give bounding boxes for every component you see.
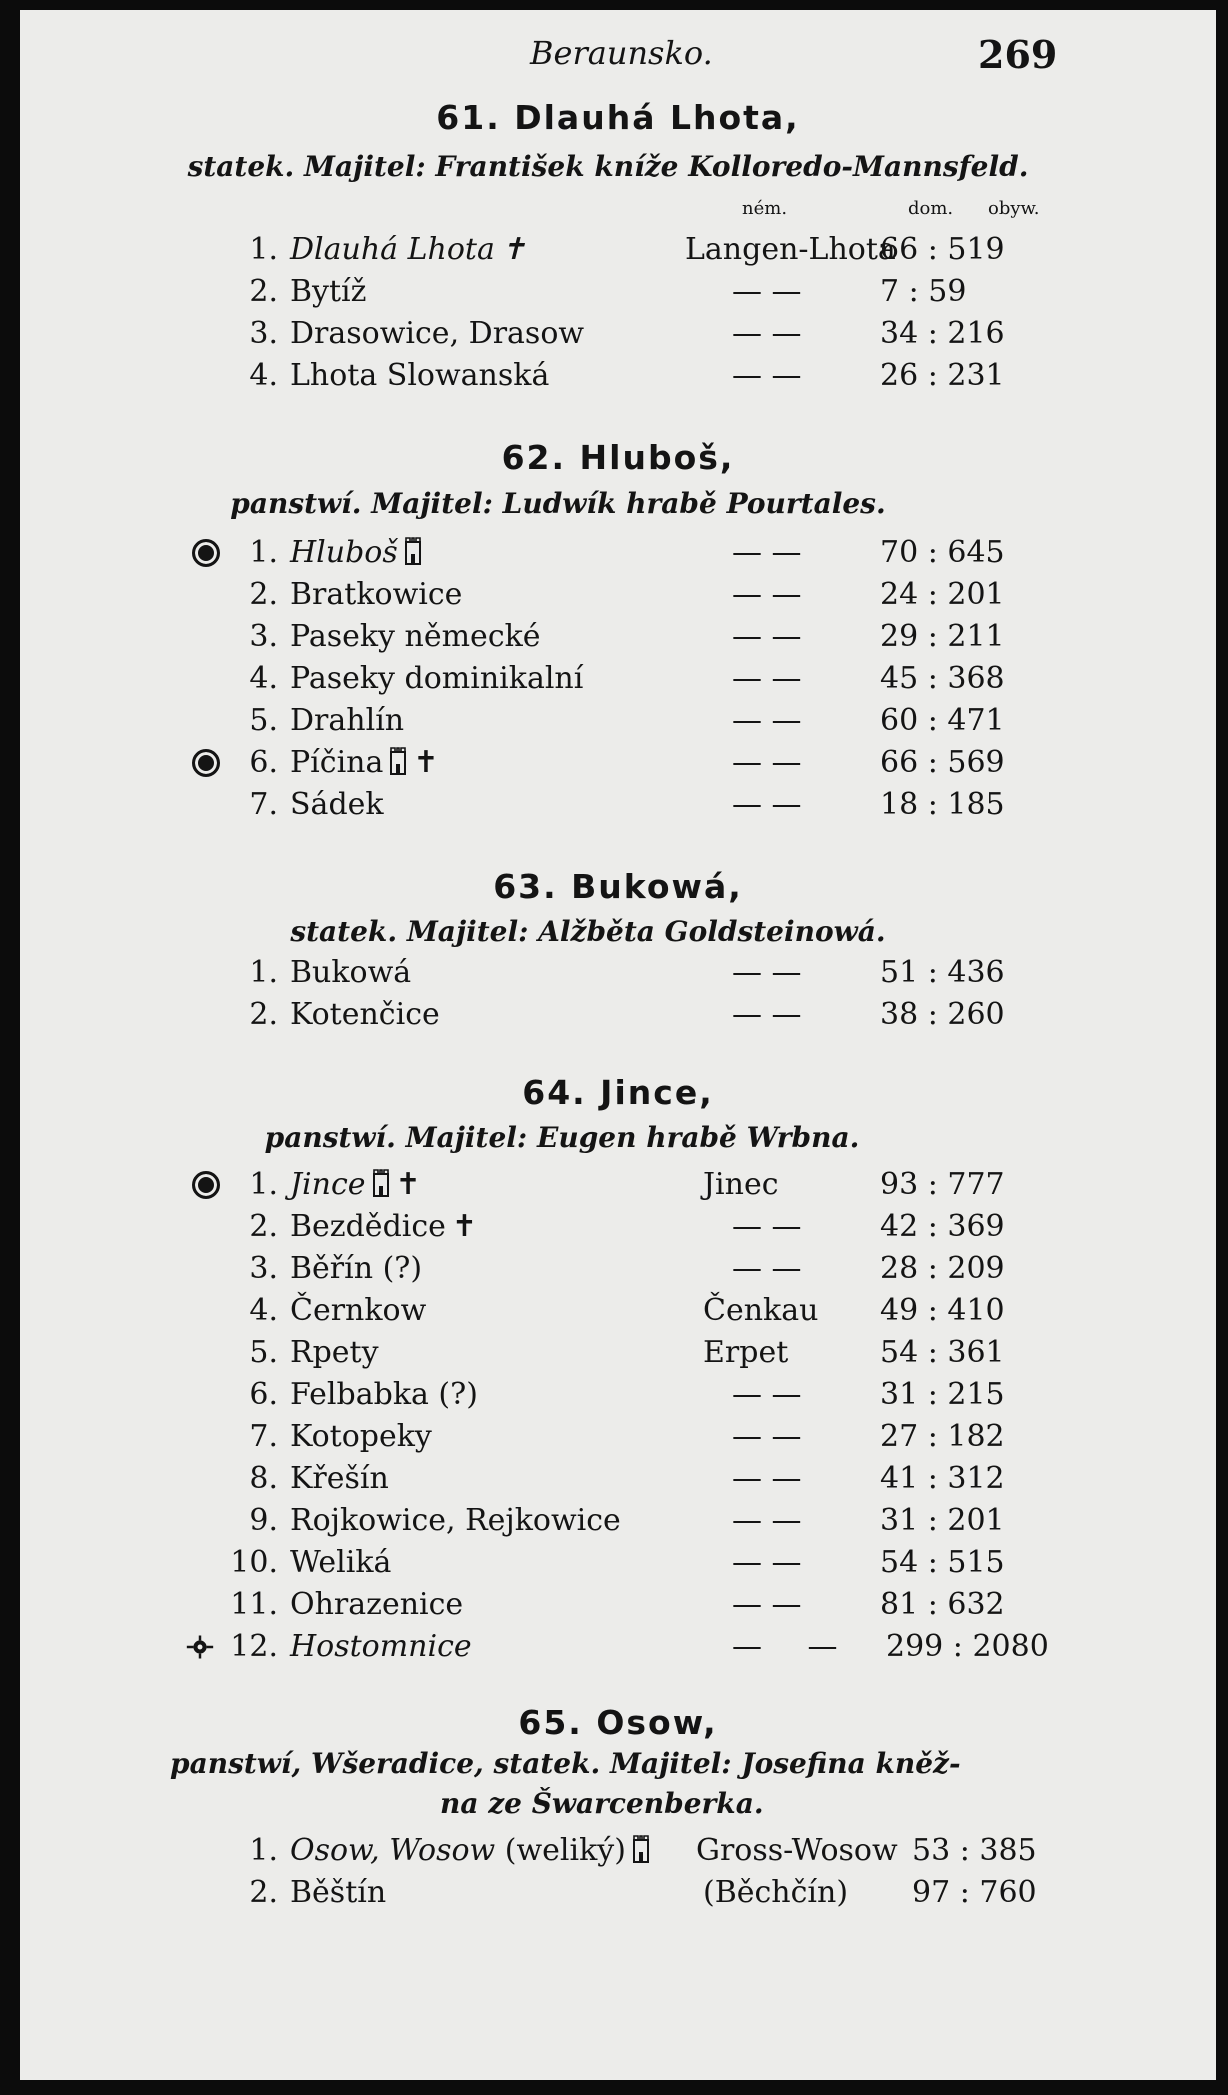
row-number: 2. bbox=[249, 577, 278, 612]
ditto-marks: — — bbox=[732, 358, 802, 393]
table-row bbox=[20, 1251, 1216, 1291]
place-name: Černkow bbox=[290, 1293, 427, 1328]
table-row bbox=[20, 955, 1216, 995]
ditto-marks: — — bbox=[732, 787, 802, 822]
castle-icon bbox=[389, 746, 407, 776]
place-name: Bratkowice bbox=[290, 577, 463, 612]
row-number: 3. bbox=[249, 1251, 278, 1286]
place-name: Běštín bbox=[290, 1875, 387, 1910]
ditto-marks: — — bbox=[732, 1503, 802, 1538]
row-number: 12. bbox=[230, 1629, 278, 1664]
table-row bbox=[20, 358, 1216, 398]
row-number: 1. bbox=[249, 232, 278, 267]
ditto-marks: — — bbox=[732, 703, 802, 738]
german-name: Langen-Lhota bbox=[685, 232, 896, 267]
section-title: 65. Osow, bbox=[518, 1703, 718, 1742]
row-number: 8. bbox=[249, 1461, 278, 1496]
column-header-houses: dom. bbox=[908, 198, 954, 219]
row-number: 10. bbox=[230, 1545, 278, 1580]
column-header-inhabitants: obyw. bbox=[988, 198, 1040, 219]
ditto-marks: — — bbox=[732, 1251, 802, 1286]
section-title: 62. Hluboš, bbox=[501, 438, 735, 477]
column-header-german: ném. bbox=[742, 198, 788, 219]
houses-inhabitants: 29 : 211 bbox=[880, 619, 1005, 654]
page-number: 269 bbox=[978, 32, 1058, 77]
castle-icon bbox=[632, 1834, 650, 1864]
ditto-marks: — — bbox=[732, 745, 802, 780]
section-title: 61. Dlauhá Lhota, bbox=[436, 98, 800, 137]
ditto-marks: — — bbox=[732, 1461, 802, 1496]
ditto-marks: — — bbox=[732, 1377, 802, 1412]
houses-inhabitants: 81 : 632 bbox=[880, 1587, 1005, 1622]
place-name-text: Osow, Wosow bbox=[290, 1833, 496, 1868]
houses-inhabitants: 51 : 436 bbox=[880, 955, 1005, 990]
place-name: Bytíž bbox=[290, 274, 367, 309]
seat-icon bbox=[192, 749, 220, 777]
houses-inhabitants: 66 : 569 bbox=[880, 745, 1005, 780]
row-number: 1. bbox=[249, 535, 278, 570]
row-number: 11. bbox=[230, 1587, 278, 1622]
german-name: Gross-Wosow bbox=[696, 1833, 898, 1868]
place-name: Běřín (?) bbox=[290, 1251, 423, 1286]
ditto-marks: — — bbox=[732, 535, 802, 570]
row-number: 4. bbox=[249, 358, 278, 393]
houses-inhabitants: 7 : 59 bbox=[880, 274, 967, 309]
houses-inhabitants: 18 : 185 bbox=[880, 787, 1005, 822]
ditto-marks: — — bbox=[732, 1419, 802, 1454]
table-row bbox=[20, 1167, 1216, 1207]
seat-icon bbox=[192, 1171, 220, 1199]
row-number: 5. bbox=[249, 703, 278, 738]
section-subtitle: panstwí. Majitel: Ludwík hrabě Pourtales. bbox=[230, 487, 886, 520]
table-row bbox=[20, 316, 1216, 356]
table-row bbox=[20, 232, 1216, 272]
place-name: Kotopeky bbox=[290, 1419, 432, 1454]
row-number: 2. bbox=[249, 1209, 278, 1244]
row-number: 2. bbox=[249, 274, 278, 309]
houses-inhabitants: 28 : 209 bbox=[880, 1251, 1005, 1286]
place-name bbox=[290, 1209, 477, 1244]
german-name: Jinec bbox=[703, 1167, 779, 1202]
place-name: Drahlín bbox=[290, 703, 405, 738]
place-name bbox=[290, 1167, 421, 1202]
castle-icon bbox=[404, 536, 422, 566]
seat-icon bbox=[192, 539, 220, 567]
row-number: 7. bbox=[249, 787, 278, 822]
table-row bbox=[20, 787, 1216, 827]
table-row bbox=[20, 619, 1216, 659]
table-row bbox=[20, 577, 1216, 617]
table-row bbox=[20, 1335, 1216, 1375]
table-row bbox=[20, 1545, 1216, 1585]
houses-inhabitants: 31 : 215 bbox=[880, 1377, 1005, 1412]
place-name-text: Jince bbox=[290, 1167, 366, 1202]
table-row bbox=[20, 1629, 1216, 1669]
section-title: 63. Bukowá, bbox=[493, 867, 743, 906]
houses-inhabitants: 31 : 201 bbox=[880, 1503, 1005, 1538]
place-name-text: Bezdědice bbox=[290, 1209, 446, 1244]
castle-icon bbox=[372, 1168, 390, 1198]
houses-inhabitants: 24 : 201 bbox=[880, 577, 1005, 612]
cross-icon: ✝ bbox=[395, 1167, 421, 1202]
table-row bbox=[20, 1461, 1216, 1501]
table-row bbox=[20, 1293, 1216, 1333]
place-name: Hostomnice bbox=[290, 1629, 472, 1664]
place-name: Weliká bbox=[290, 1545, 392, 1580]
houses-inhabitants: 49 : 410 bbox=[880, 1293, 1005, 1328]
row-number: 3. bbox=[249, 619, 278, 654]
running-title: Beraunsko. bbox=[530, 34, 713, 72]
ditto-marks: — — bbox=[732, 661, 802, 696]
town-icon bbox=[186, 1633, 214, 1661]
table-row bbox=[20, 1875, 1216, 1915]
running-head bbox=[20, 28, 1216, 78]
row-number: 1. bbox=[249, 1833, 278, 1868]
row-number: 6. bbox=[249, 1377, 278, 1412]
houses-inhabitants: 299 : 2080 bbox=[886, 1629, 1049, 1664]
row-number: 1. bbox=[249, 955, 278, 990]
german-name: Čenkau bbox=[703, 1293, 819, 1328]
houses-inhabitants: 97 : 760 bbox=[912, 1875, 1037, 1910]
row-number: 1. bbox=[249, 1167, 278, 1202]
table-row bbox=[20, 1209, 1216, 1249]
cross-icon: ✝ bbox=[451, 1209, 478, 1244]
row-number: 9. bbox=[249, 1503, 278, 1538]
houses-inhabitants: 27 : 182 bbox=[880, 1419, 1005, 1454]
row-number: 5. bbox=[249, 1335, 278, 1370]
ditto-marks: — — bbox=[732, 274, 802, 309]
section-subtitle-line1: panstwí, Wšeradice, statek. Majitel: Josefina kněž- bbox=[170, 1747, 961, 1780]
ditto-marks: — — bbox=[732, 997, 802, 1032]
place-name: Křešín bbox=[290, 1461, 389, 1496]
place-name bbox=[290, 232, 526, 267]
place-name-qualifier: (weliký) bbox=[504, 1833, 626, 1868]
table-row bbox=[20, 274, 1216, 314]
houses-inhabitants: 34 : 216 bbox=[880, 316, 1005, 351]
section-subtitle: statek. Majitel: František kníže Kolloredo-Mannsfeld. bbox=[187, 150, 1029, 183]
ditto-marks: — — bbox=[732, 955, 802, 990]
ditto-marks: — — bbox=[732, 577, 802, 612]
table-row bbox=[20, 1377, 1216, 1417]
place-name: Sádek bbox=[290, 787, 384, 822]
table-row bbox=[20, 1419, 1216, 1459]
row-number: 2. bbox=[249, 1875, 278, 1910]
place-name bbox=[290, 535, 428, 570]
houses-inhabitants: 38 : 260 bbox=[880, 997, 1005, 1032]
ditto-marks: — — bbox=[732, 1587, 802, 1622]
section-subtitle-line2: na ze Šwarcenberka. bbox=[440, 1787, 764, 1820]
houses-inhabitants: 53 : 385 bbox=[912, 1833, 1037, 1868]
houses-inhabitants: 42 : 369 bbox=[880, 1209, 1005, 1244]
ditto-marks: — — bbox=[732, 1545, 802, 1580]
place-name: Ohrazenice bbox=[290, 1587, 464, 1622]
table-row bbox=[20, 745, 1216, 785]
table-row bbox=[20, 1587, 1216, 1627]
section-subtitle: panstwí. Majitel: Eugen hrabě Wrbna. bbox=[264, 1121, 860, 1154]
houses-inhabitants: 70 : 645 bbox=[880, 535, 1005, 570]
german-name: (Běchčín) bbox=[703, 1875, 849, 1910]
place-name-text: Dlauhá Lhota bbox=[290, 232, 495, 267]
section-subtitle: statek. Majitel: Alžběta Goldsteinowá. bbox=[290, 915, 886, 948]
row-number: 2. bbox=[249, 997, 278, 1032]
place-name: Bukowá bbox=[290, 955, 412, 990]
book-page bbox=[20, 10, 1216, 2080]
cross-icon: ✝ bbox=[500, 232, 526, 267]
houses-inhabitants: 60 : 471 bbox=[880, 703, 1005, 738]
houses-inhabitants: 45 : 368 bbox=[880, 661, 1005, 696]
place-name: Lhota Slowanská bbox=[290, 358, 550, 393]
ditto-marks: — — bbox=[732, 1629, 856, 1664]
place-name: Rpety bbox=[290, 1335, 379, 1370]
houses-inhabitants: 26 : 231 bbox=[880, 358, 1005, 393]
ditto-marks: — — bbox=[732, 316, 802, 351]
place-name: Felbabka (?) bbox=[290, 1377, 478, 1412]
cross-icon: ✝ bbox=[413, 745, 439, 780]
place-name: Paseky dominikalní bbox=[290, 661, 584, 696]
place-name bbox=[290, 1833, 656, 1868]
place-name: Paseky německé bbox=[290, 619, 541, 654]
section-title: 64. Jince, bbox=[522, 1073, 714, 1112]
row-number: 3. bbox=[249, 316, 278, 351]
houses-inhabitants: 41 : 312 bbox=[880, 1461, 1005, 1496]
row-number: 4. bbox=[249, 1293, 278, 1328]
place-name-text: Hluboš bbox=[290, 535, 398, 570]
table-row bbox=[20, 1503, 1216, 1543]
houses-inhabitants: 54 : 515 bbox=[880, 1545, 1005, 1580]
houses-inhabitants: 54 : 361 bbox=[880, 1335, 1005, 1370]
row-number: 4. bbox=[249, 661, 278, 696]
table-row bbox=[20, 703, 1216, 743]
place-name: Rojkowice, Rejkowice bbox=[290, 1503, 621, 1538]
table-row bbox=[20, 661, 1216, 701]
houses-inhabitants: 93 : 777 bbox=[880, 1167, 1005, 1202]
ditto-marks: — — bbox=[732, 619, 802, 654]
german-name: Erpet bbox=[703, 1335, 789, 1370]
row-number: 7. bbox=[249, 1419, 278, 1454]
table-row bbox=[20, 535, 1216, 575]
houses-inhabitants: 66 : 519 bbox=[880, 232, 1005, 267]
place-name: Drasowice, Drasow bbox=[290, 316, 585, 351]
ditto-marks: — — bbox=[732, 1209, 802, 1244]
row-number: 6. bbox=[249, 745, 278, 780]
place-name bbox=[290, 745, 439, 780]
place-name: Kotenčice bbox=[290, 997, 440, 1032]
table-row bbox=[20, 1833, 1216, 1873]
place-name-text: Píčina bbox=[290, 745, 384, 780]
table-row bbox=[20, 997, 1216, 1037]
